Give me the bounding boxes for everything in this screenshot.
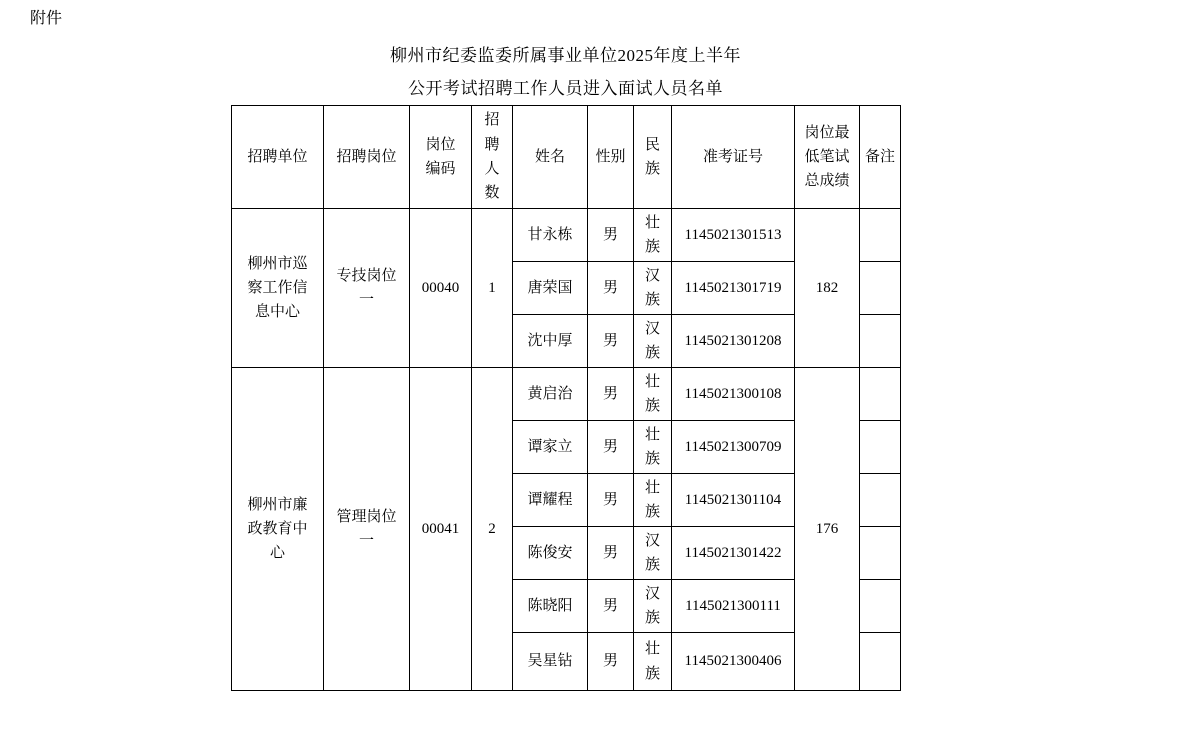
remark-cell xyxy=(860,209,901,262)
remark-cell xyxy=(860,474,901,527)
gender-cell: 男 xyxy=(588,421,634,474)
col-header-min-written-score: 岗位最低笔试总成绩 xyxy=(795,106,860,209)
remark-cell xyxy=(860,368,901,421)
gender-cell: 男 xyxy=(588,580,634,633)
gender-cell: 男 xyxy=(588,474,634,527)
ethnicity-cell: 壮族 xyxy=(634,474,672,527)
exam-number-cell: 1145021301719 xyxy=(672,262,795,315)
doc-title-line1: 柳州市纪委监委所属事业单位2025年度上半年 xyxy=(390,46,741,65)
name-cell: 谭耀程 xyxy=(513,474,588,527)
exam-number-cell: 1145021301104 xyxy=(672,474,795,527)
ethnicity-cell: 汉族 xyxy=(634,580,672,633)
gender-cell: 男 xyxy=(588,209,634,262)
col-header-recruit-count: 招聘人数 xyxy=(472,106,513,209)
col-header-position-code: 岗位编码 xyxy=(410,106,472,209)
position-code-cell: 00040 xyxy=(410,209,472,368)
exam-number-cell: 1145021301422 xyxy=(672,527,795,580)
gender-cell: 男 xyxy=(588,527,634,580)
min-score-cell: 176 xyxy=(795,368,860,691)
name-cell: 吴星钻 xyxy=(513,633,588,691)
attachment-label: 附件 xyxy=(30,10,63,27)
table-row xyxy=(232,209,901,262)
col-header-recruit-unit: 招聘单位 xyxy=(232,106,324,209)
table-row xyxy=(232,368,901,421)
ethnicity-cell: 壮族 xyxy=(634,209,672,262)
exam-number-cell: 1145021300111 xyxy=(672,580,795,633)
ethnicity-cell: 汉族 xyxy=(634,262,672,315)
position-cell: 专技岗位一 xyxy=(324,209,410,368)
name-cell: 甘永栋 xyxy=(513,209,588,262)
remark-cell xyxy=(860,633,901,691)
unit-cell: 柳州市巡察工作信息中心 xyxy=(232,209,324,368)
name-cell: 谭家立 xyxy=(513,421,588,474)
remark-cell xyxy=(860,580,901,633)
interview-candidates-table xyxy=(231,105,901,691)
exam-number-cell: 1145021301208 xyxy=(672,315,795,368)
ethnicity-cell: 壮族 xyxy=(634,633,672,691)
exam-number-cell: 1145021300406 xyxy=(672,633,795,691)
remark-cell xyxy=(860,315,901,368)
exam-number-cell: 1145021300108 xyxy=(672,368,795,421)
col-header-name: 姓名 xyxy=(513,106,588,209)
gender-cell: 男 xyxy=(588,368,634,421)
exam-number-cell: 1145021301513 xyxy=(672,209,795,262)
col-header-exam-number: 准考证号 xyxy=(672,106,795,209)
remark-cell xyxy=(860,262,901,315)
name-cell: 沈中厚 xyxy=(513,315,588,368)
recruit-count-cell: 2 xyxy=(472,368,513,691)
gender-cell: 男 xyxy=(588,633,634,691)
col-header-gender: 性别 xyxy=(588,106,634,209)
table-header-row xyxy=(232,106,901,209)
name-cell: 陈晓阳 xyxy=(513,580,588,633)
unit-cell: 柳州市廉政教育中心 xyxy=(232,368,324,691)
ethnicity-cell: 汉族 xyxy=(634,315,672,368)
name-cell: 黄启治 xyxy=(513,368,588,421)
recruit-count-cell: 1 xyxy=(472,209,513,368)
position-cell: 管理岗位一 xyxy=(324,368,410,691)
ethnicity-cell: 壮族 xyxy=(634,368,672,421)
ethnicity-cell: 汉族 xyxy=(634,527,672,580)
name-cell: 唐荣国 xyxy=(513,262,588,315)
min-score-cell: 182 xyxy=(795,209,860,368)
col-header-remarks: 备注 xyxy=(860,106,901,209)
name-cell: 陈俊安 xyxy=(513,527,588,580)
exam-number-cell: 1145021300709 xyxy=(672,421,795,474)
col-header-recruit-position: 招聘岗位 xyxy=(324,106,410,209)
ethnicity-cell: 壮族 xyxy=(634,421,672,474)
doc-title-line2: 公开考试招聘工作人员进入面试人员名单 xyxy=(408,79,723,98)
col-header-ethnicity: 民族 xyxy=(634,106,672,209)
remark-cell xyxy=(860,527,901,580)
gender-cell: 男 xyxy=(588,315,634,368)
gender-cell: 男 xyxy=(588,262,634,315)
position-code-cell: 00041 xyxy=(410,368,472,691)
remark-cell xyxy=(860,421,901,474)
